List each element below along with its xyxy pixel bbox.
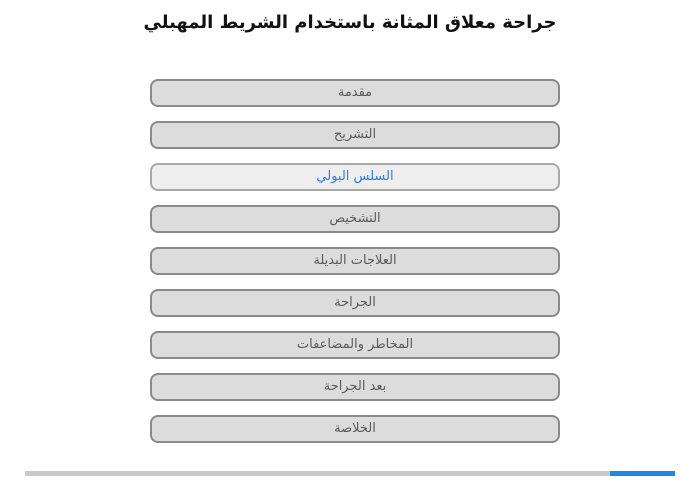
- menu-item-after-surgery[interactable]: بعد الجراحة: [150, 373, 560, 401]
- menu-item-surgery[interactable]: الجراحة: [150, 289, 560, 317]
- menu-item-anatomy[interactable]: التشريح: [150, 121, 560, 149]
- progress-bar-fill: [610, 471, 675, 476]
- menu-item-diagnosis[interactable]: التشخيص: [150, 205, 560, 233]
- page-title: جراحة معلاق المثانة باستخدام الشريط المهبلي: [143, 12, 557, 33]
- menu-item-risks-complications[interactable]: المخاطر والمضاعفات: [150, 331, 560, 359]
- menu-item-urinary-incontinence[interactable]: السلس البولي: [150, 163, 560, 191]
- chapter-menu: [150, 79, 560, 457]
- progress-bar: [25, 471, 675, 476]
- menu-item-alternative-treatments[interactable]: العلاجات البديلة: [150, 247, 560, 275]
- menu-item-introduction[interactable]: مقدمة: [150, 79, 560, 107]
- menu-item-summary[interactable]: الخلاصة: [150, 415, 560, 443]
